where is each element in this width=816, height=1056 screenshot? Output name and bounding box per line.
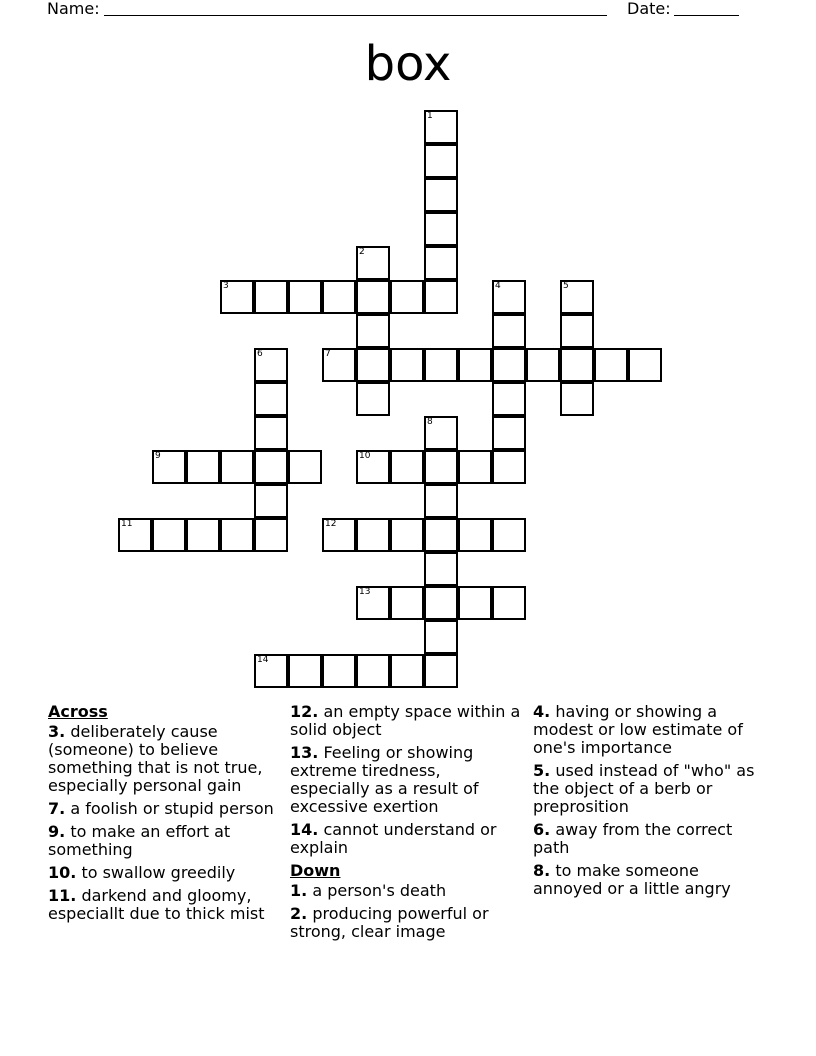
grid-cell[interactable] (254, 450, 288, 484)
grid-cell[interactable] (492, 450, 526, 484)
down-heading: Down (290, 861, 341, 880)
grid-cell[interactable] (288, 450, 322, 484)
clues-column-1 (48, 703, 280, 928)
clue-number: 5. (533, 761, 551, 780)
grid-cell[interactable] (254, 416, 288, 450)
down-clue (533, 703, 765, 757)
grid-cell[interactable] (424, 518, 458, 552)
clues-column-3 (533, 703, 765, 903)
grid-cell[interactable] (356, 348, 390, 382)
grid-cell[interactable] (254, 484, 288, 518)
grid-cell[interactable] (220, 450, 254, 484)
grid-cell[interactable] (322, 654, 356, 688)
clue-number: 7. (48, 799, 66, 818)
grid-cell[interactable] (560, 348, 594, 382)
clue-number: 2. (290, 904, 308, 923)
date-label: Date: (627, 0, 671, 18)
grid-cell[interactable] (526, 348, 560, 382)
grid-cell[interactable] (390, 586, 424, 620)
down-clue (290, 905, 522, 941)
clue-text: an empty space within a solid object (290, 702, 521, 739)
grid-cell[interactable] (424, 416, 458, 450)
grid-cell[interactable] (356, 518, 390, 552)
clue-text: to make someone annoyed or a little angry (533, 861, 731, 898)
across-clue (290, 744, 522, 816)
clue-number: 12. (290, 702, 319, 721)
grid-cell[interactable] (322, 280, 356, 314)
down-clue (533, 862, 765, 898)
grid-cell[interactable] (390, 654, 424, 688)
grid-cell[interactable] (560, 314, 594, 348)
across-clue (48, 823, 280, 859)
cell-number: 7 (325, 349, 331, 359)
name-label: Name: (47, 0, 100, 18)
grid-cell[interactable] (424, 144, 458, 178)
grid-cell[interactable] (424, 246, 458, 280)
clue-text: away from the correct path (533, 820, 733, 857)
grid-cell[interactable] (390, 348, 424, 382)
clue-number: 4. (533, 702, 551, 721)
grid-cell[interactable] (288, 654, 322, 688)
grid-cell[interactable] (424, 110, 458, 144)
grid-cell[interactable] (560, 280, 594, 314)
grid-cell[interactable] (356, 586, 390, 620)
grid-cell[interactable] (424, 586, 458, 620)
across-clue (48, 800, 280, 818)
grid-cell[interactable] (152, 450, 186, 484)
grid-cell[interactable] (492, 382, 526, 416)
across-clue (290, 821, 522, 857)
clue-number: 11. (48, 886, 77, 905)
clue-text: to make an effort at something (48, 822, 231, 859)
cell-number: 12 (325, 519, 337, 529)
clue-number: 9. (48, 822, 66, 841)
cell-number: 9 (155, 451, 161, 461)
grid-cell[interactable] (356, 314, 390, 348)
cell-number: 10 (359, 451, 371, 461)
grid-cell[interactable] (424, 450, 458, 484)
grid-cell[interactable] (186, 450, 220, 484)
grid-cell[interactable] (424, 212, 458, 246)
clue-text: to swallow greedily (81, 863, 236, 882)
across-clue (48, 887, 280, 923)
cell-number: 6 (257, 349, 263, 359)
cell-number: 4 (495, 281, 501, 291)
grid-cell[interactable] (118, 518, 152, 552)
down-clue (290, 882, 522, 900)
grid-cell[interactable] (254, 654, 288, 688)
grid-cell[interactable] (458, 348, 492, 382)
grid-cell[interactable] (322, 518, 356, 552)
clue-text: used instead of "who" as the object of a berb or preprosition (533, 761, 755, 816)
grid-cell[interactable] (356, 654, 390, 688)
cell-number: 3 (223, 281, 229, 291)
grid-cell[interactable] (322, 348, 356, 382)
grid-cell[interactable] (492, 586, 526, 620)
grid-cell[interactable] (424, 280, 458, 314)
cell-number: 5 (563, 281, 569, 291)
across-heading: Across (48, 702, 108, 721)
clue-number: 10. (48, 863, 77, 882)
clue-text: Feeling or showing extreme tiredness, especially as a result of excessive exertion (290, 743, 479, 816)
down-clue (533, 762, 765, 816)
grid-cell[interactable] (628, 348, 662, 382)
clue-text: a foolish or stupid person (70, 799, 274, 818)
across-clue (48, 864, 280, 882)
grid-cell[interactable] (594, 348, 628, 382)
clue-text: having or showing a modest or low estimate of one's importance (533, 702, 743, 757)
clue-text: darkend and gloomy, especiallt due to thick mist (48, 886, 265, 923)
grid-cell[interactable] (492, 518, 526, 552)
clue-number: 1. (290, 881, 308, 900)
grid-cell[interactable] (424, 654, 458, 688)
grid-cell[interactable] (424, 178, 458, 212)
cell-number: 14 (257, 655, 269, 665)
across-clue (48, 723, 280, 795)
grid-cell[interactable] (254, 280, 288, 314)
grid-cell[interactable] (254, 348, 288, 382)
grid-cell[interactable] (356, 450, 390, 484)
grid-cell[interactable] (390, 280, 424, 314)
clue-text: deliberately cause (someone) to believe something that is not true, especially personal gain (48, 722, 263, 795)
clue-number: 8. (533, 861, 551, 880)
cell-number: 13 (359, 587, 371, 597)
grid-cell[interactable] (288, 280, 322, 314)
grid-cell[interactable] (492, 314, 526, 348)
clue-number: 3. (48, 722, 66, 741)
puzzle-title: box (364, 36, 452, 92)
grid-cell[interactable] (560, 382, 594, 416)
grid-cell[interactable] (356, 382, 390, 416)
grid-cell[interactable] (254, 518, 288, 552)
grid-cell[interactable] (220, 280, 254, 314)
clues-column-2 (290, 703, 522, 946)
grid-cell[interactable] (254, 382, 288, 416)
grid-cell[interactable] (186, 518, 220, 552)
across-clue (290, 703, 522, 739)
grid-cell[interactable] (152, 518, 186, 552)
cell-number: 2 (359, 247, 365, 257)
cell-number: 11 (121, 519, 133, 529)
clue-text: producing powerful or strong, clear image (290, 904, 489, 941)
grid-cell[interactable] (356, 280, 390, 314)
grid-cell[interactable] (356, 246, 390, 280)
grid-cell[interactable] (390, 450, 424, 484)
clue-text: cannot understand or explain (290, 820, 497, 857)
grid-cell[interactable] (458, 518, 492, 552)
cell-number: 8 (427, 417, 433, 427)
grid-cell[interactable] (458, 586, 492, 620)
grid-cell[interactable] (424, 552, 458, 586)
grid-cell[interactable] (424, 620, 458, 654)
grid-cell[interactable] (424, 484, 458, 518)
grid-cell[interactable] (492, 348, 526, 382)
clue-number: 14. (290, 820, 319, 839)
down-clue (533, 821, 765, 857)
grid-cell[interactable] (424, 348, 458, 382)
clue-number: 6. (533, 820, 551, 839)
grid-cell[interactable] (220, 518, 254, 552)
clue-text: a person's death (312, 881, 447, 900)
cell-number: 1 (427, 111, 433, 121)
clue-number: 13. (290, 743, 319, 762)
grid-cell[interactable] (390, 518, 424, 552)
grid-cell[interactable] (458, 450, 492, 484)
grid-cell[interactable] (492, 280, 526, 314)
grid-cell[interactable] (492, 416, 526, 450)
